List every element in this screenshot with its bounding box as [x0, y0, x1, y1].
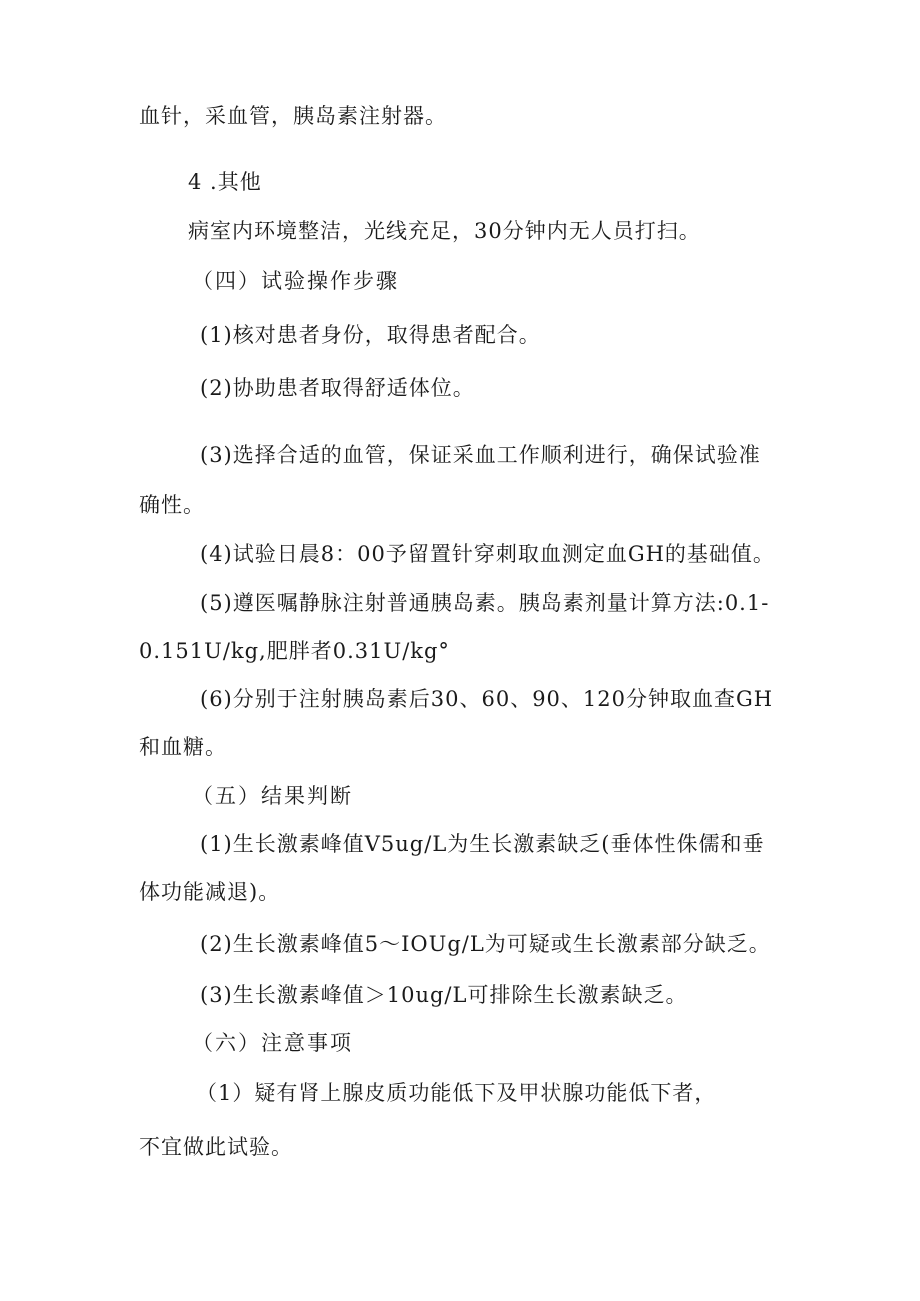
- procedure-step-6-cont: 和血糖。: [139, 735, 227, 759]
- procedure-step-5: (5)遵医嘱静脉注射普通胰岛素。胰岛素剂量计算方法:0.1-: [200, 591, 770, 615]
- result-item-1-cont: 体功能减退)。: [139, 880, 281, 904]
- note-item-1: （1）疑有肾上腺皮质功能低下及甲状腺功能低下者，: [196, 1081, 717, 1105]
- section-heading-procedure: （四）试验操作步骤: [192, 269, 399, 293]
- procedure-step-2: (2)协助患者取得舒适体位。: [200, 376, 475, 400]
- procedure-step-3: (3)选择合适的血管，保证采血工作顺利进行，确保试验准: [200, 443, 761, 467]
- section-heading-notes: （六）注意事项: [192, 1031, 353, 1055]
- section-heading-results: （五）结果判断: [192, 784, 353, 808]
- text-line: 病室内环境整洁，光线充足，30分钟内无人员打扫。: [188, 219, 701, 243]
- procedure-step-3-cont: 确性。: [139, 493, 205, 517]
- note-item-1-cont: 不宜做此试验。: [139, 1135, 293, 1159]
- result-item-3: (3)生长激素峰值＞10ug/L可排除生长激素缺乏。: [200, 983, 688, 1007]
- text-line: 血针，采血管，胰岛素注射器。: [139, 104, 447, 128]
- procedure-step-5-cont: 0.151U/kg,肥胖者0.31U/kg°: [139, 639, 450, 663]
- result-item-2: (2)生长激素峰值5～IOUg/L为可疑或生长激素部分缺乏。: [200, 932, 771, 956]
- section-heading-4-other: 4 .其他: [188, 170, 262, 194]
- procedure-step-1: (1)核对患者身份，取得患者配合。: [200, 323, 541, 347]
- procedure-step-4: (4)试验日晨8：00予留置针穿刺取血测定血GH的基础值。: [200, 542, 775, 566]
- result-item-1: (1)生长激素峰值V5ug/L为生长激素缺乏(垂体性侏儒和垂: [200, 832, 765, 856]
- procedure-step-6: (6)分别于注射胰岛素后30、60、90、120分钟取血查GH: [200, 687, 774, 711]
